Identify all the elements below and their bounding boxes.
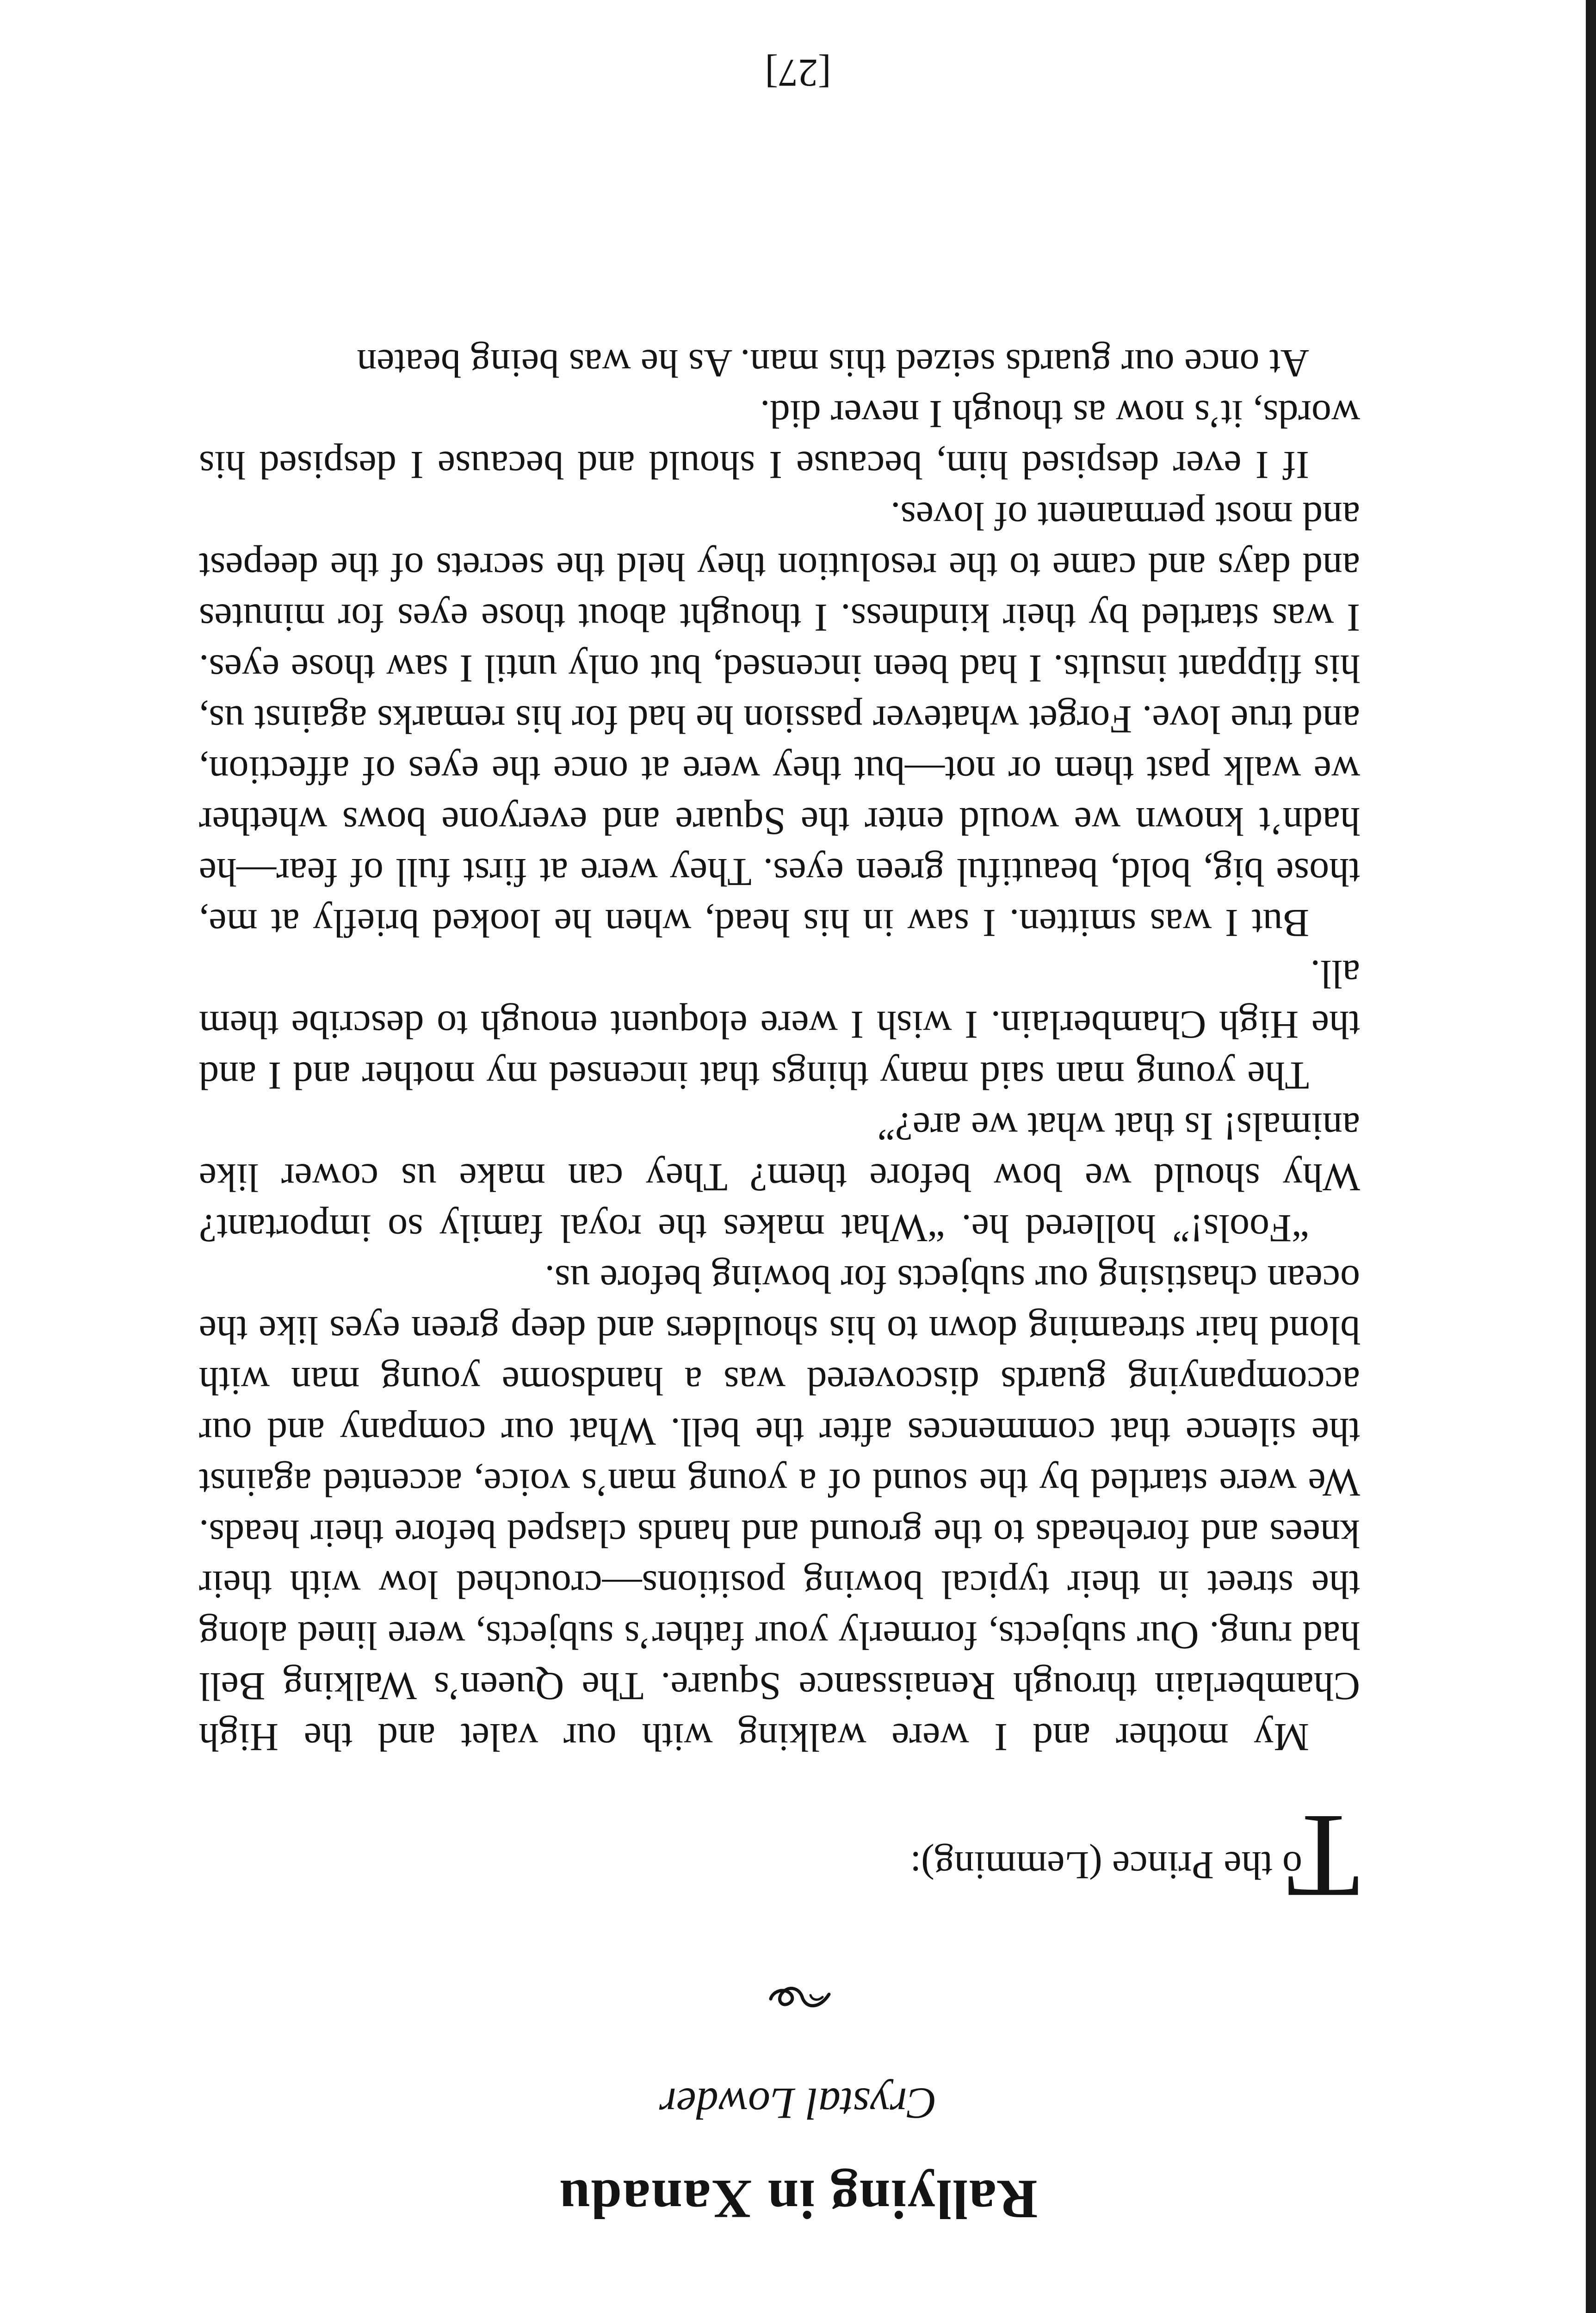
page-number: [27]: [765, 51, 831, 95]
paragraph-6: At once our guards seized this man. As he was being beaten: [357, 341, 1309, 386]
paragraph-3: The young man said many things that incensed my mother and I and the High Chamberlain. I wish I were eloquent enough to describe them all.: [199, 952, 1360, 1098]
flourish-ornament: [768, 1981, 833, 2014]
paragraph-4: But I was smitten. I saw in his head, when he looked briefly at me, those big, bold, beautiful green eyes. They were at first full of fear—he hadn’t known we would enter the Square and everyone bows whether we walk past them or not—but they were at once the eyes of affection, and true love. Forget whatever passion he had for his remarks against us, his flippant insults. I had been incensed, but only until I saw those eyes. I was startled by their kindness. I thought about those eyes for minutes and days and came to the resolution they held the secrets of the deepest and most permanent of loves.: [199, 494, 1360, 946]
paragraph-2: “Fools!” hollered he. “What makes the royal family so important? Why should we bow before them? They can make us cower like animals! Is that what we are?”: [199, 1105, 1360, 1251]
letter-body: [199, 338, 1360, 1763]
author-name: Crystal Lowder: [659, 2079, 937, 2128]
drop-cap: T: [1287, 1790, 1360, 1923]
paragraph-5: If I ever despised him, because I should and because I despised his words, it’s now as though I never did.: [199, 392, 1360, 488]
salutation-text: o the Prince (Lemming):: [910, 1843, 1302, 1888]
page-edge-shadow: [1586, 0, 1596, 2313]
paragraph-1: My mother and I were walking with our valet and the High Chamberlain through Renaissance Square. The Queen’s Walking Bell had rung. Our subjects, formerly your father’s subjects, were lined along the street in their typical bowing positions—crouched low with their knees and foreheads to the ground and hands clasped before their heads. We were startled by the sound of a young man’s voice, accented against the silence that commences after the bell. What our company and our accompanying guards discovered was a handsome young man with blond hair streaming down to his shoulders and deep green eyes like the ocean chastising our subjects for bowing before us.: [199, 1257, 1360, 1760]
story-title: Rallying in Xanadu: [558, 2169, 1038, 2230]
